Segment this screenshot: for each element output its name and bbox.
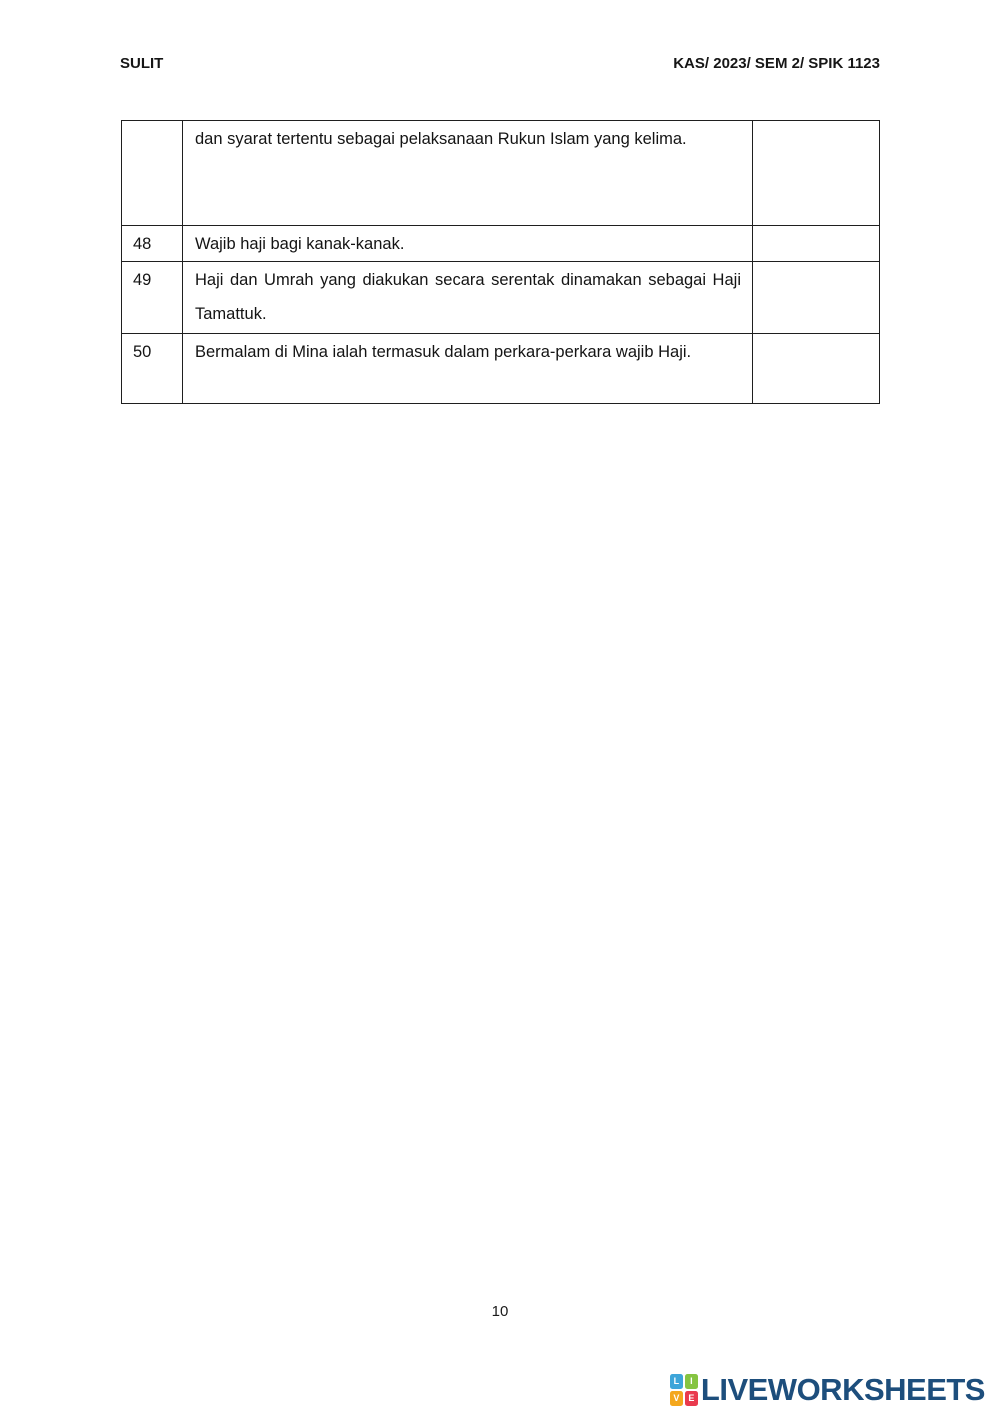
statement-cell: Haji dan Umrah yang diakukan secara serentak dinamakan sebagai Haji Tamattuk. [183, 262, 753, 334]
statement-cell: Bermalam di Mina ialah termasuk dalam perkara-perkara wajib Haji. [183, 334, 753, 404]
header-right-label: KAS/ 2023/ SEM 2/ SPIK 1123 [673, 55, 880, 72]
answer-cell[interactable] [753, 226, 880, 262]
logo-tile-e: E [685, 1391, 698, 1406]
liveworksheets-icon [670, 1374, 698, 1406]
statement-cell: dan syarat tertentu sebagai pelaksanaan Rukun Islam yang kelima. [183, 121, 753, 226]
logo-tile-l: L [670, 1374, 683, 1389]
page-header [120, 55, 880, 72]
answer-cell[interactable] [753, 121, 880, 226]
row-number-cell: 48 [122, 226, 183, 262]
table-row [122, 121, 880, 226]
liveworksheets-wordmark: LIVEWORKSHEETS [700, 1372, 985, 1407]
row-number-cell: 50 [122, 334, 183, 404]
liveworksheets-logo [670, 1372, 985, 1408]
table-row [122, 334, 880, 404]
statements-table [121, 120, 880, 404]
table-row [122, 262, 880, 334]
header-left-label: SULIT [120, 55, 164, 72]
page-number: 10 [491, 1303, 509, 1320]
answer-cell[interactable] [753, 262, 880, 334]
logo-tile-v: V [670, 1391, 683, 1406]
table-row [122, 226, 880, 262]
statement-cell: Wajib haji bagi kanak-kanak. [183, 226, 753, 262]
answer-cell[interactable] [753, 334, 880, 404]
logo-tile-i: I [685, 1374, 698, 1389]
row-number-cell: 49 [122, 262, 183, 334]
row-number-cell [122, 121, 183, 226]
